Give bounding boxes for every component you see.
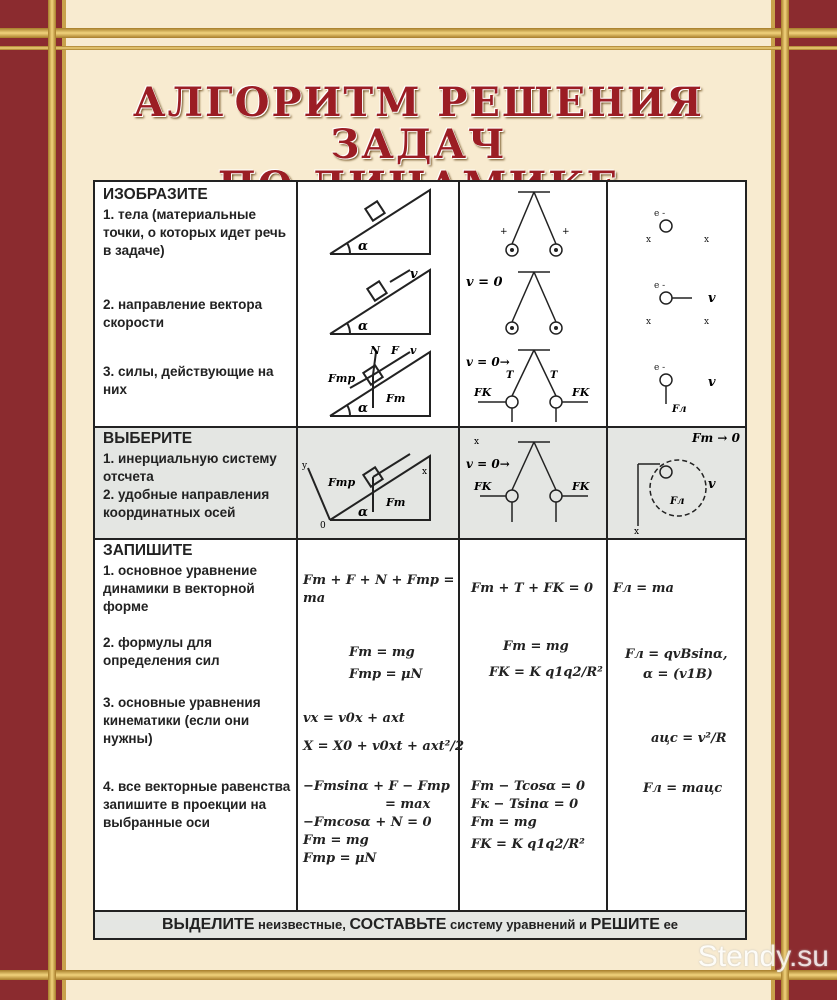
charge-label-3: e -	[654, 363, 666, 373]
choose-item-1: 1. инерциальную систему отсчета	[103, 451, 277, 484]
watermark: Stendy.su	[697, 940, 829, 973]
c3-proj-2: Fк − Tsinα = 0	[471, 797, 579, 812]
ft-label: Fт	[386, 392, 406, 405]
gold-band-right	[781, 0, 789, 1000]
write-item-4: 4. все векторные равенства запишите в проекции на выбранные оси	[103, 779, 291, 830]
table-footer	[95, 910, 745, 938]
depict-item-2: 2. направление вектора скорости	[103, 297, 263, 330]
v-label-5: v	[708, 477, 716, 492]
cross-2: x	[704, 235, 710, 245]
alpha-label-1: α	[358, 239, 369, 254]
v0-arrow-label-2: v = 0→	[466, 457, 510, 471]
axis-x-label-3: x	[634, 527, 640, 537]
c4-vector-eq: Fл = ma	[613, 581, 674, 596]
v-label-1: v	[410, 267, 418, 282]
v-label-3: v	[708, 291, 716, 306]
fk-label-1: FK	[474, 386, 492, 399]
gold-band-top	[0, 28, 837, 38]
ft-zero-label: Fт → 0	[692, 431, 740, 445]
gold-band-left	[48, 0, 56, 1000]
fk-label-2: FK	[572, 386, 590, 399]
c3-force-2: FK = K q1q2/R²	[489, 665, 603, 680]
left-border	[0, 0, 66, 1000]
cross-1: x	[646, 235, 652, 245]
c2-kin-2: X = X0 + v0xt + axt²/2	[303, 739, 465, 754]
footer-word-2: СОСТАВЬТЕ	[349, 916, 447, 933]
c3-proj-4: FK = K q1q2/R²	[471, 837, 585, 852]
write-item-2: 2. формулы для определения сил	[103, 635, 220, 668]
title-line-1: АЛГОРИТМ РЕШЕНИЯ ЗАДАЧ	[133, 79, 704, 168]
block	[365, 201, 384, 220]
c2-vector-eq-2: ma	[303, 591, 326, 606]
ftr-label-2: Fтр	[328, 476, 356, 489]
choose-heading: ВЫБЕРИТЕ	[103, 430, 193, 447]
c3-proj-1: Fт − Tcosα = 0	[471, 779, 586, 794]
magnetic-field-diagrams	[608, 182, 745, 426]
f-label: F	[391, 344, 399, 357]
gold-band-top-thin	[0, 46, 837, 50]
row-divider-2	[95, 538, 745, 540]
v0-label: v = 0	[466, 275, 503, 290]
plus-1: +	[500, 227, 508, 237]
choose-item-2: 2. удобные направления координатных осей	[103, 487, 270, 520]
fl-label-2: Fл	[670, 496, 685, 507]
fl-label-1: Fл	[672, 404, 687, 415]
alpha-label-4: α	[358, 505, 369, 520]
alpha-label-2: α	[358, 319, 369, 334]
c2-proj-4: Fт = mg	[303, 833, 369, 848]
footer-text-2: систему уравнений и	[446, 917, 591, 932]
axis-x-label-2: x	[474, 437, 480, 447]
write-item-3: 3. основные уравнения кинематики (если они нужны)	[103, 695, 261, 746]
t-label-2: T	[550, 370, 558, 381]
fk-label-4: FK	[572, 480, 590, 493]
alpha-label-3: α	[358, 401, 369, 416]
write-heading: ЗАПИШИТЕ	[103, 542, 193, 559]
c3-vector-eq: Fт + T + FK = 0	[471, 581, 594, 596]
c2-proj-3: −Fтcosα + N = 0	[303, 815, 432, 830]
c2-proj-5: Fтр = μN	[303, 851, 377, 866]
charge-label-1: e -	[654, 209, 666, 219]
c2-vector-eq-1: Fт + F + N + Fтр =	[303, 573, 455, 588]
depict-item-1: 1. тела (материальные точки, о которых идет речь в задаче)	[103, 207, 287, 258]
c4-force-1: Fл = qvBsinα,	[625, 647, 728, 662]
axis-x-label: x	[422, 467, 428, 477]
v-label-2: v	[410, 344, 417, 357]
footer-word-3: РЕШИТЕ	[590, 916, 660, 933]
incline-diagrams	[298, 182, 458, 426]
depict-heading: ИЗОБРАЗИТЕ	[103, 186, 208, 203]
c2-kin-1: vx = v0x + axt	[303, 711, 405, 726]
c2-force-2: Fтр = μN	[349, 667, 423, 682]
n-label: N	[370, 344, 381, 357]
c3-proj-3: Fт = mg	[471, 815, 537, 830]
c3-force-1: Fт = mg	[503, 639, 569, 654]
pendulum-axes-diagram	[460, 428, 606, 538]
v0-arrow-label: v = 0→	[466, 355, 510, 369]
write-item-1: 1. основное уравнение динамики в векторной форме	[103, 563, 257, 614]
c4-proj: Fл = maцс	[643, 781, 723, 796]
ft-label-2: Fт	[386, 496, 406, 509]
incline-axes-diagram	[298, 428, 458, 538]
charge-label-2: e -	[654, 281, 666, 291]
cross-4: x	[704, 317, 710, 327]
v-label-4: v	[708, 375, 716, 390]
c2-proj-2: = max	[385, 797, 431, 812]
cross-3: x	[646, 317, 652, 327]
c4-force-2: α = (v1B)	[643, 667, 713, 682]
footer-text-1: неизвестные,	[254, 917, 350, 932]
t-label-1: T	[506, 370, 514, 381]
plus-2: +	[562, 227, 570, 237]
depict-item-3: 3. силы, действующие на них	[103, 364, 274, 397]
fk-label-3: FK	[474, 480, 492, 493]
c4-kinematics: aцс = v²/R	[651, 731, 727, 746]
c2-proj-1: −Fтsinα + F − Fтр	[303, 779, 450, 794]
footer-text-3: ее	[659, 917, 679, 932]
magnetic-axes-diagram	[608, 428, 745, 538]
axis-y-label: y	[302, 461, 308, 471]
pendulum-diagrams	[460, 182, 606, 426]
ftr-label: Fтр	[328, 372, 356, 385]
c2-force-1: Fт = mg	[349, 645, 415, 660]
footer-word-1: ВЫДЕЛИТЕ	[161, 916, 255, 933]
algorithm-table	[93, 180, 747, 940]
origin-label: 0	[320, 521, 326, 531]
